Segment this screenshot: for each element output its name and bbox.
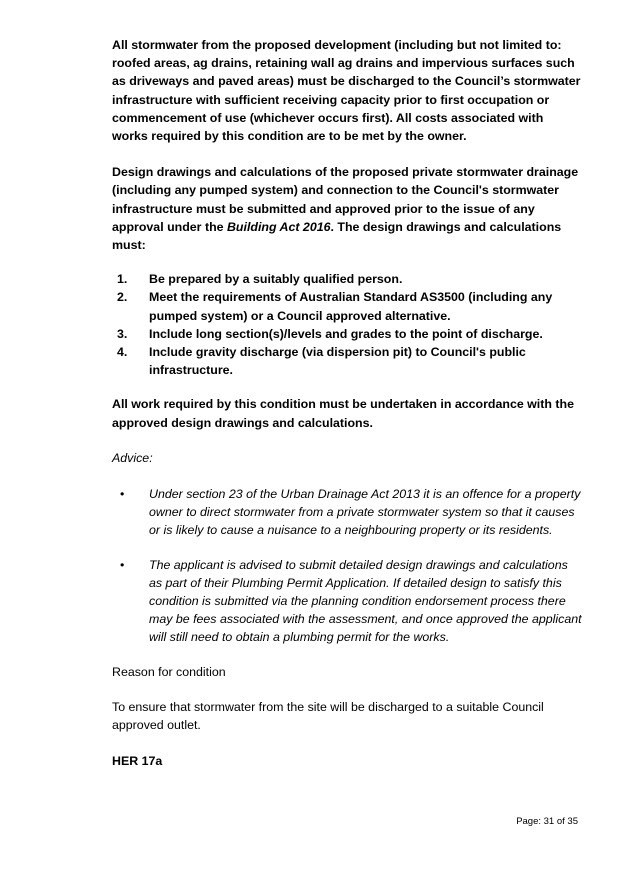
- list-number: 4.: [117, 345, 128, 360]
- stormwater-discharge-paragraph: All stormwater from the proposed development (including but not limited to: roofed areas, ag drains, retaining wall ag drains and impervious surfaces such as driveways and paved areas) must be discharged to the Council’s stormwater infrastructure with sufficient receiving capacity prior to first occupation or commencement of use (whichever occurs first). All costs associated with works required by this condition are to be met by the owner.: [112, 38, 581, 144]
- requirements-list: [112, 270, 582, 379]
- list-item: [112, 485, 582, 540]
- document-page: [112, 36, 582, 771]
- design-drawings-text-start: Design drawings and calculations of the proposed private stormwater drainage (including any pumped system) and connection to the Council's stormwater infrastructure must be submitted and approved prior to the issue of any approval under the: [112, 165, 579, 234]
- list-number: 2.: [117, 290, 128, 305]
- undertaken-paragraph: All work required by this condition must be undertaken in accordance with the approved design drawings and calculations.: [112, 397, 574, 430]
- building-act-reference: Building Act 2016: [226, 219, 331, 234]
- list-item: [112, 288, 582, 324]
- bullet-icon: •: [120, 487, 125, 502]
- list-number: 1.: [117, 272, 128, 287]
- list-item: [112, 325, 582, 343]
- list-item: [112, 556, 582, 647]
- list-item: [112, 343, 582, 379]
- advice-text: Under section 23 of the Urban Drainage Act 2013 it is an offence for a property owner to direct stormwater from a private stormwater system so that it causes or is likely to cause a nuisance to a neighbouring property or its residents.: [149, 487, 581, 538]
- advice-list: [112, 485, 582, 647]
- reason-text: To ensure that stormwater from the site will be discharged to a suitable Council approved outlet.: [112, 699, 544, 733]
- design-drawings-text-end: . The design drawings and calculations must:: [112, 219, 562, 253]
- next-condition-heading: HER 17a: [112, 754, 163, 769]
- list-number: 3.: [117, 326, 128, 341]
- bullet-icon: •: [120, 557, 125, 572]
- advice-heading: Advice:: [112, 450, 153, 465]
- list-item-text: Be prepared by a suitably qualified person.: [149, 272, 403, 287]
- list-item: [112, 270, 582, 288]
- list-item-text: Meet the requirements of Australian Standard AS3500 (including any pumped system) or a Council approved alternative.: [149, 290, 553, 323]
- design-drawings-paragraph: [112, 163, 582, 254]
- advice-text: The applicant is advised to submit detailed design drawings and calculations as part of their Plumbing Permit Application. If detailed design to satisfy this condition is submitted via the planning condition endorsement process there may be fees associated with the assessment, and once approved the applicant will still need to obtain a plumbing permit for the works.: [149, 557, 582, 645]
- reason-heading: Reason for condition: [112, 664, 226, 679]
- list-item-text: Include long section(s)/levels and grades to the point of discharge.: [149, 326, 543, 341]
- list-item-text: Include gravity discharge (via dispersion pit) to Council's public infrastructure.: [149, 345, 526, 378]
- page-number: Page: 31 of 35: [516, 816, 578, 827]
